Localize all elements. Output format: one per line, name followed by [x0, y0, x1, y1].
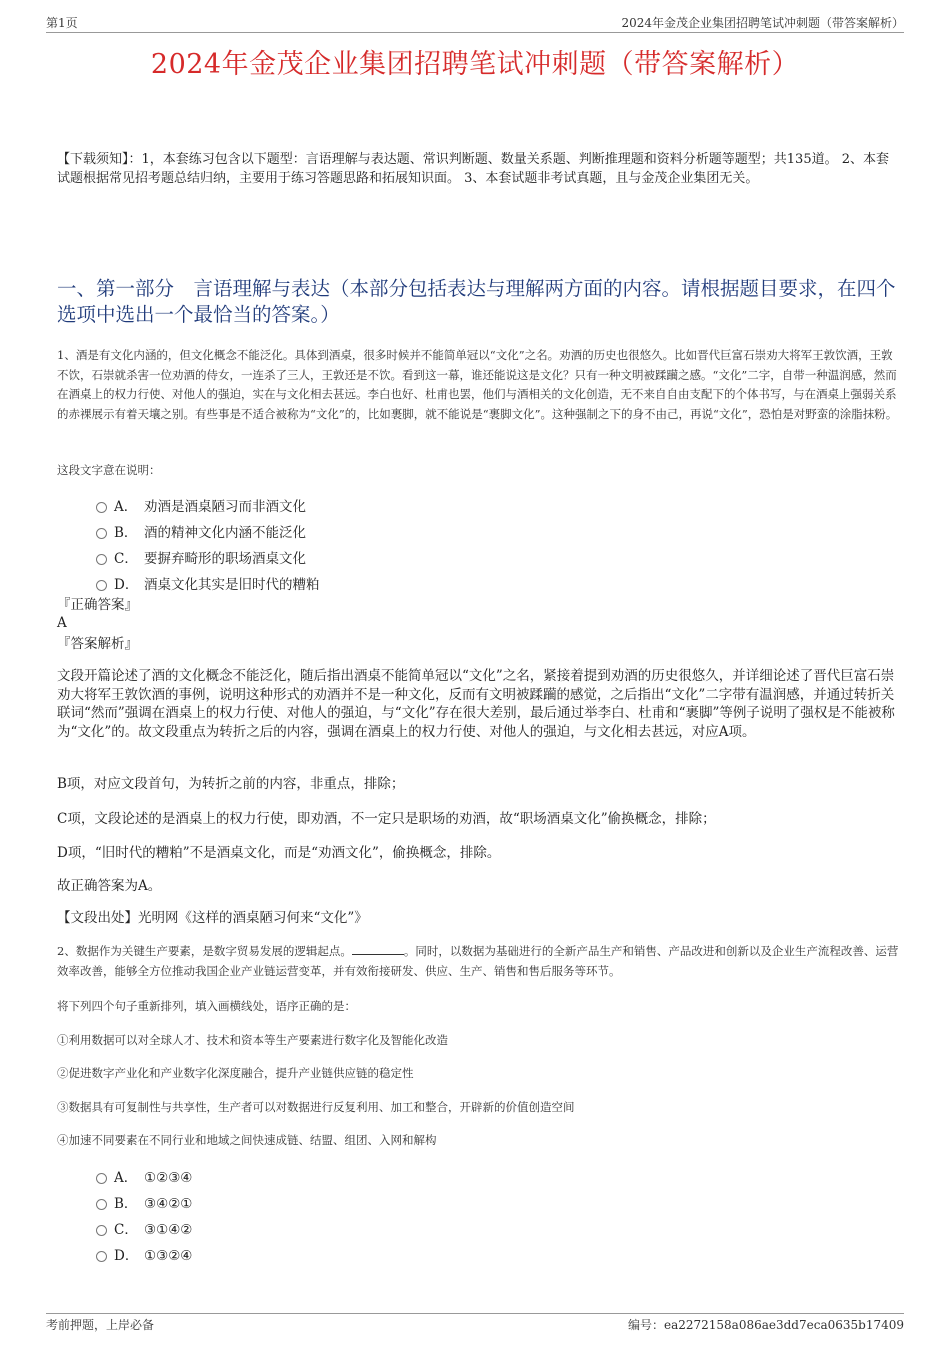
source-citation: 【文段出处】光明网《这样的酒桌陋习何来“文化”》 — [57, 910, 368, 926]
option-c-note: C项，文段论述的是酒桌上的权力行使，即劝酒，不一定只是职场的劝酒，故“职场酒桌文化”偷换概念，排除； — [57, 811, 716, 827]
footer-serial: 编号：ea2272158a086ae3dd7eca0635b17409 — [627, 1318, 904, 1332]
answer-label: 『正确答案』 — [57, 597, 138, 613]
question-1-stem: 1、酒是有文化内涵的，但文化概念不能泛化。具体到酒桌，很多时候并不能简单冠以“文化”之名。劝酒的历史也很悠久。比如晋代巨富石崇劝大将军王敦饮酒，王敦不饮，石崇就杀害一位劝酒的侍女，一连杀了三人，王敦还是不饮。看到这一幕，谁还能说这是文化？只有一种文明被蹂躏之感。“文化”二字，自带一种温润感，然而在酒桌上的权力行使、对他人的强迫，实在与文化相去甚远。李白也好、杜甫也罢，他们与酒相关的文化创造，无不来自自由支配下的个体书写，与在酒桌上强弱关系的赤裸展示有着天壤之别。有些事是不适合被称为“文化”的，比如裹脚，就不能说是“裹脚文化”。这种强制之下的身不由己，再说“文化”，恐怕是对野蛮的涂脂抹粉。 — [57, 348, 898, 421]
radio-icon[interactable] — [96, 1225, 107, 1236]
question-2-prompt: 将下列四个句子重新排列，填入画横线处，语序正确的是： — [57, 999, 356, 1013]
sentence-1: ①利用数据可以对全球人才、技术和资本等生产要素进行数字化及智能化改造 — [57, 1033, 448, 1047]
analysis-text: 文段开篇论述了酒的文化概念不能泛化，随后指出酒桌不能简单冠以“文化”之名，紧接着提到劝酒的历史很悠久，并详细论述了晋代巨富石崇劝大将军王敦饮酒的事例，说明这种形式的劝酒并不是一种文化，反而有文明被蹂躏的感觉，之后指出“文化”二字带有温润感，并通过转折关联词“然而”强调在酒桌上的权力行使、对他人的强迫，与“文化”存在很大差别，最后通过举李白、杜甫和“裹脚”等例子说明了强权是不能被称为“文化”的。故文段重点为转折之后的内容，强调在酒桌上的权力行使、对他人的强迫，与文化相去甚远，对应A项。 — [57, 668, 895, 740]
question-2-stem: 2、数据作为关键生产要素，是数字贸易发展的逻辑起点。 。同时，以数据为基础进行的全新产品生产和销售、产品改进和创新以及企业生产流程改善、运营效率改善，能够全方位推动我国企业产业链运营变革，并有效衔接研发、供应、生产、销售和售后服务等环节。 — [57, 944, 899, 978]
radio-icon[interactable] — [96, 580, 107, 591]
option-b-note: B项，对应文段首句，为转折之前的内容，非重点，排除； — [57, 776, 405, 792]
footer-slogan: 考前押题，上岸必备 — [46, 1318, 155, 1332]
page-title: 2024年金茂企业集团招聘笔试冲刺题（带答案解析） — [150, 49, 800, 80]
fill-blank — [352, 943, 404, 955]
sentence-2: ②促进数字产业化和产业数字化深度融合，提升产业链供应链的稳定性 — [57, 1066, 414, 1080]
sentence-4: ④加速不同要素在不同行业和地域之间快速成链、结盟、组团、入网和解构 — [57, 1133, 437, 1147]
page-number: 第1页 — [46, 16, 78, 30]
section-heading: 一、第一部分 言语理解与表达（本部分包括表达与理解两方面的内容。请根据题目要求，在四个选项中选出一个最恰当的答案。） — [57, 277, 896, 326]
radio-icon[interactable] — [96, 554, 107, 565]
radio-icon[interactable] — [96, 1199, 107, 1210]
radio-icon[interactable] — [96, 1251, 107, 1262]
sentence-3: ③数据具有可复制性与共享性，生产者可以对数据进行反复利用、加工和整合，开辟新的价值创造空间 — [57, 1100, 575, 1114]
page-footer — [46, 1313, 904, 1330]
header-doc-title: 2024年金茂企业集团招聘笔试冲刺题（带答案解析） — [621, 16, 904, 30]
analysis-label: 『答案解析』 — [57, 636, 138, 652]
question-1-prompt: 这段文字意在说明： — [57, 463, 161, 477]
download-notice: 【下载须知】：1，本套练习包含以下题型：言语理解与表达题、常识判断题、数量关系题、判断推理题和资料分析题等题型；共135道。 2、本套试题根据常见招考题总结归纳，主要用于练习答题思路和拓展知识面。 3、本套试题非考试真题，且与金茂企业集团无关。 — [57, 152, 889, 186]
radio-icon[interactable] — [96, 502, 107, 513]
radio-icon[interactable] — [96, 1173, 107, 1184]
page-header — [46, 12, 904, 33]
conclusion: 故正确答案为A。 — [57, 878, 162, 894]
radio-icon[interactable] — [96, 528, 107, 539]
option-d-note: D项，“旧时代的糟粕”不是酒桌文化，而是“劝酒文化”，偷换概念，排除。 — [57, 845, 501, 861]
correct-answer: A — [57, 615, 67, 631]
